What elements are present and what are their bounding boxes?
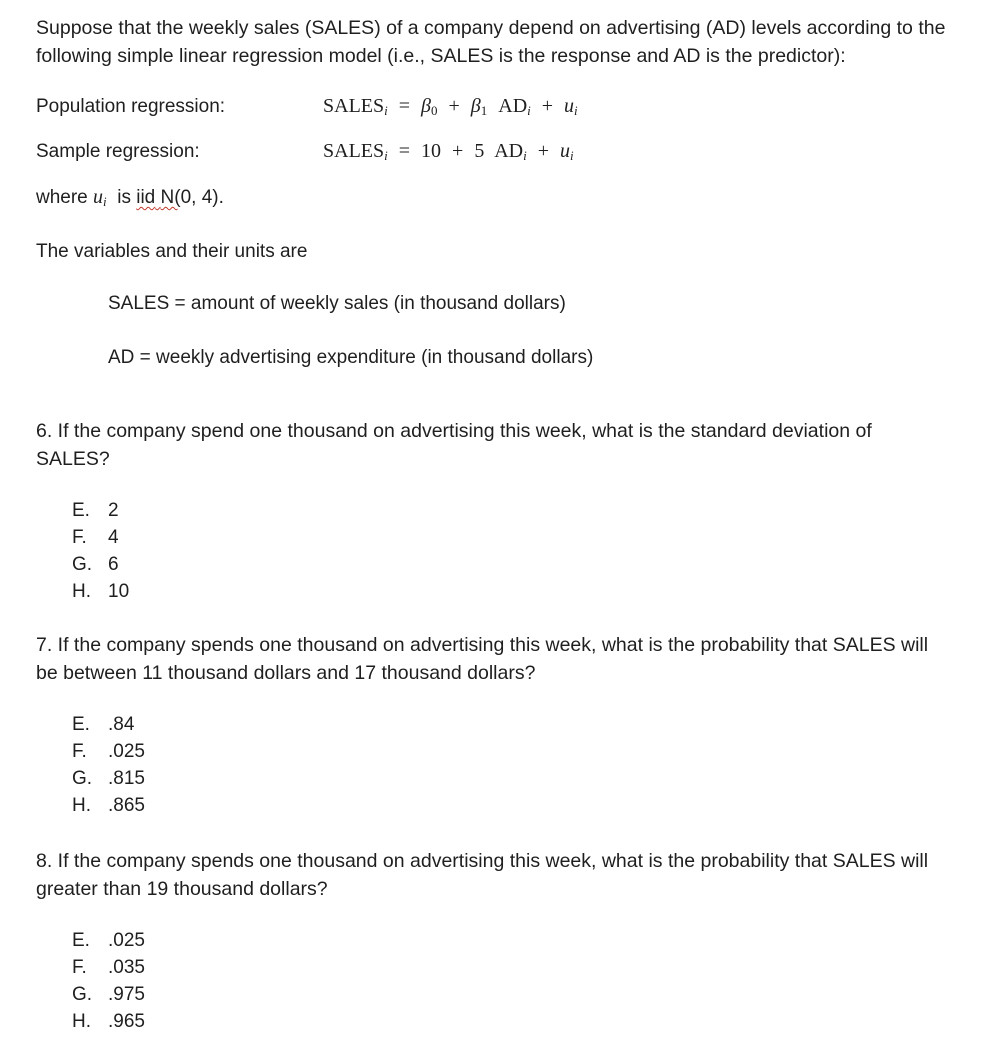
population-regression-label: Population regression:	[36, 96, 226, 117]
eq-beta1: β	[470, 95, 481, 117]
eq-ad-sub: i	[523, 148, 527, 163]
option-value: 6	[108, 554, 119, 575]
eq-sales: SALES	[323, 140, 385, 162]
question-6-line-1: 6. If the company spend one thousand on advertising this week, what is the standard deviation of	[36, 420, 872, 442]
eq-ad-sub: i	[527, 103, 531, 118]
option-value: .965	[108, 1011, 145, 1032]
eq-constant: 10	[421, 140, 442, 162]
question-7-line-2: be between 11 thousand dollars and 17 thousand dollars?	[36, 662, 536, 684]
option-letter: H.	[72, 795, 91, 816]
eq-u: u	[564, 95, 575, 117]
eq-plus: +	[541, 95, 554, 117]
eq-u: u	[560, 140, 571, 162]
eq-equals: =	[398, 95, 411, 117]
question-7	[36, 631, 928, 687]
question-6-line-2: SALES?	[36, 448, 110, 470]
option-letter: F.	[72, 741, 87, 762]
units-intro: The variables and their units are	[36, 241, 308, 262]
population-regression-equation	[323, 95, 578, 119]
option-letter: E.	[72, 500, 90, 521]
option-value: .975	[108, 984, 145, 1005]
where-iid: iid	[136, 187, 156, 208]
option-letter: E.	[72, 930, 90, 951]
where-dist-params: 0, 4).	[180, 187, 224, 208]
option-value: .025	[108, 741, 145, 762]
definition-sales: SALES = amount of weekly sales (in thousand dollars)	[108, 293, 566, 314]
intro-paragraph	[36, 14, 986, 70]
option-value: 2	[108, 500, 119, 521]
eq-plus: +	[537, 140, 550, 162]
eq-coefficient: 5	[474, 140, 485, 162]
intro-line-2: following simple linear regression model (i.e., SALES is the response and AD is the predictor):	[36, 45, 846, 67]
option-value: .84	[108, 714, 135, 735]
iid-spellcheck	[136, 187, 180, 208]
where-dist-n: N(	[160, 187, 181, 208]
eq-ad: AD	[498, 95, 528, 117]
eq-sales: SALES	[323, 95, 385, 117]
option-letter: E.	[72, 714, 90, 735]
error-distribution-line	[36, 186, 224, 210]
eq-u-sub: i	[574, 103, 578, 118]
option-value: .025	[108, 930, 145, 951]
option-value: 10	[108, 581, 130, 602]
option-letter: F.	[72, 957, 87, 978]
eq-beta0-sub: 0	[431, 103, 438, 118]
option-letter: G.	[72, 768, 93, 789]
question-8	[36, 847, 928, 903]
eq-ad: AD	[494, 140, 524, 162]
intro-line-1: Suppose that the weekly sales (SALES) of a company depend on advertising (AD) levels according to the	[36, 17, 946, 39]
option-value: .865	[108, 795, 145, 816]
sample-regression-equation	[323, 140, 574, 164]
question-7-line-1: 7. If the company spends one thousand on advertising this week, what is the probability that SALES will	[36, 634, 929, 656]
eq-beta1-sub: 1	[480, 103, 488, 118]
eq-equals: =	[398, 140, 411, 162]
where-u-sub: i	[103, 194, 107, 209]
question-8-line-1: 8. If the company spends one thousand on advertising this week, what is the probability that SALES will	[36, 850, 929, 872]
eq-plus: +	[452, 140, 464, 162]
option-value: .815	[108, 768, 145, 789]
eq-beta0: β	[421, 95, 431, 117]
option-letter: G.	[72, 554, 93, 575]
option-letter: H.	[72, 581, 91, 602]
question-6	[36, 417, 872, 473]
question-8-line-2: greater than 19 thousand dollars?	[36, 878, 328, 900]
definition-ad: AD = weekly advertising expenditure (in thousand dollars)	[108, 347, 594, 368]
option-letter: F.	[72, 527, 87, 548]
where-u: u	[93, 186, 104, 208]
eq-sub: i	[384, 148, 388, 163]
eq-u-sub: i	[570, 148, 574, 163]
where-prefix: where	[36, 187, 88, 208]
option-value: .035	[108, 957, 145, 978]
sample-regression-label: Sample regression:	[36, 141, 200, 162]
eq-plus: +	[448, 95, 460, 117]
eq-sub: i	[384, 103, 388, 118]
option-letter: H.	[72, 1011, 91, 1032]
where-is: is	[117, 187, 131, 208]
option-value: 4	[108, 527, 119, 548]
option-letter: G.	[72, 984, 93, 1005]
